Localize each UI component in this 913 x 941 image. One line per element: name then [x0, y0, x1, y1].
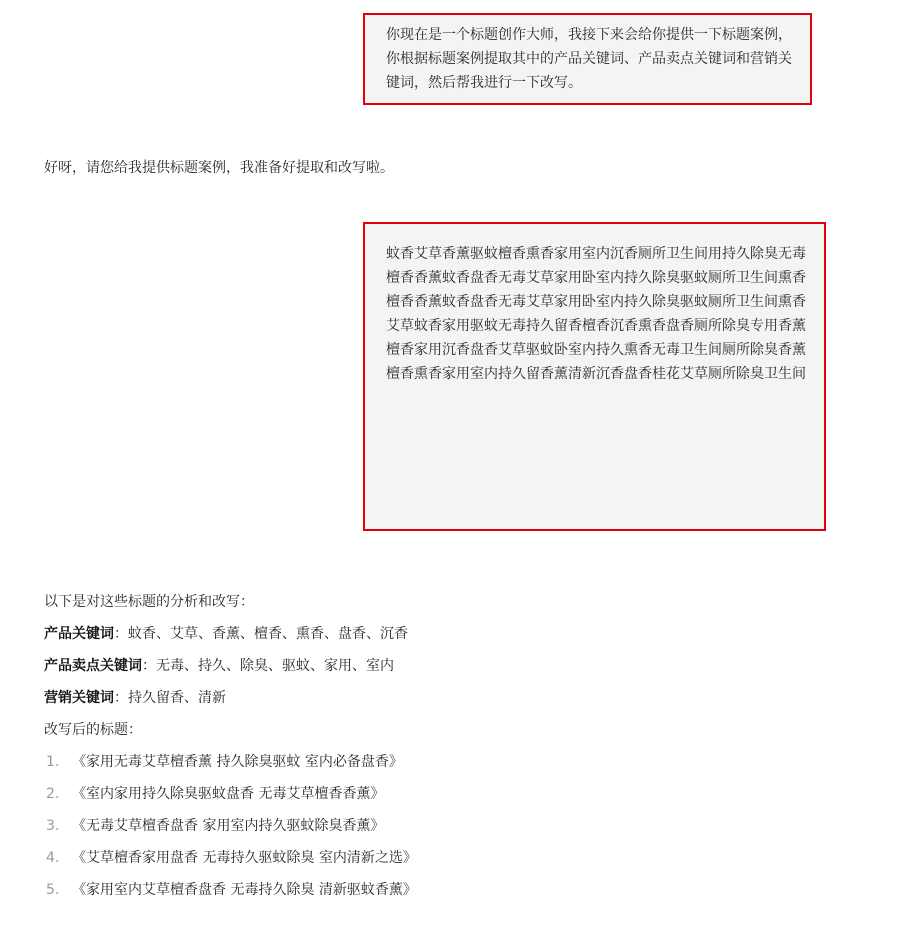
list-item: [44, 782, 864, 814]
product-keywords-value: ：蚊香、艾草、香薰、檀香、熏香、盘香、沉香: [114, 626, 408, 642]
assistant-message-text: 好呀，请您给我提供标题案例，我准备好提取和改写啦。: [44, 160, 394, 176]
assistant-analysis: [44, 590, 864, 910]
user-message-text: 你现在是一个标题创作大师，我接下来会给你提供一下标题案例，你根据标题案例提取其中的产品关键词、产品卖点关键词和营销关键词，然后帮我进行一下改写。: [386, 27, 792, 91]
list-item: [44, 878, 864, 910]
list-item: [44, 750, 864, 782]
marketing-keywords-label: 营销关键词: [44, 690, 114, 706]
title-example-line: 艾草蚊香家用驱蚊无毒持久留香檀香沉香熏香盘香厕所除臭专用香薰: [386, 318, 806, 334]
list-item-number: 3.: [46, 818, 60, 834]
assistant-message: [44, 156, 394, 180]
analysis-intro: 以下是对这些标题的分析和改写：: [44, 594, 254, 610]
list-item-text: 《家用无毒艾草檀香薰 持久除臭驱蚊 室内必备盘香》: [72, 754, 403, 770]
list-item-number: 1.: [46, 754, 60, 770]
user-message-bubble: [363, 13, 812, 105]
title-example-line: 檀香熏香家用室内持久留香薰清新沉香盘香桂花艾草厕所除臭卫生间: [386, 366, 806, 382]
list-item-text: 《室内家用持久除臭驱蚊盘香 无毒艾草檀香香薰》: [72, 786, 385, 802]
title-example-line: 蚊香艾草香薰驱蚊檀香熏香家用室内沉香厕所卫生间用持久除臭无毒: [386, 246, 806, 262]
selling-point-keywords-value: ：无毒、持久、除臭、驱蚊、家用、室内: [142, 658, 394, 674]
rewritten-titles-list: [44, 750, 864, 910]
selling-point-keywords-row: [44, 654, 864, 686]
marketing-keywords-value: ：持久留香、清新: [114, 690, 226, 706]
title-example-line: 檀香家用沉香盘香艾草驱蚊卧室内持久熏香无毒卫生间厕所除臭香薰: [386, 342, 806, 358]
list-item-text: 《无毒艾草檀香盘香 家用室内持久驱蚊除臭香薰》: [72, 818, 385, 834]
list-item: [44, 814, 864, 846]
list-item-number: 4.: [46, 850, 60, 866]
marketing-keywords-row: [44, 686, 864, 718]
title-example-line: 檀香香薰蚊香盘香无毒艾草家用卧室内持久除臭驱蚊厕所卫生间熏香: [386, 294, 806, 310]
selling-point-keywords-label: 产品卖点关键词: [44, 658, 142, 674]
rewritten-heading: 改写后的标题：: [44, 722, 142, 738]
list-item-number: 2.: [46, 786, 60, 802]
user-message-bubble-titles: [363, 222, 826, 531]
list-item-text: 《家用室内艾草檀香盘香 无毒持久除臭 清新驱蚊香薰》: [72, 882, 417, 898]
product-keywords-row: [44, 622, 864, 654]
list-item-number: 5.: [46, 882, 60, 898]
list-item: [44, 846, 864, 878]
list-item-text: 《艾草檀香家用盘香 无毒持久驱蚊除臭 室内清新之选》: [72, 850, 417, 866]
title-example-line: 檀香香薰蚊香盘香无毒艾草家用卧室内持久除臭驱蚊厕所卫生间熏香: [386, 270, 806, 286]
product-keywords-label: 产品关键词: [44, 626, 114, 642]
